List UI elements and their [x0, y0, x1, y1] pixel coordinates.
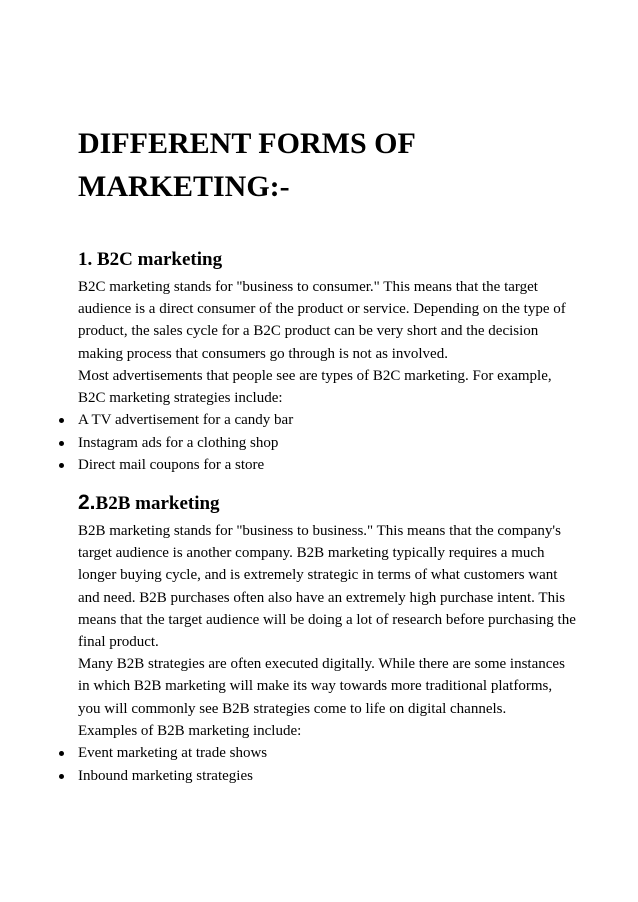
- list-item: [78, 765, 578, 788]
- bullet-icon: [59, 463, 64, 468]
- paragraph: Many B2B strategies are often executed digitally. While there are some instances in which B2B marketing will make its way towards more traditional platforms, you will commonly see B2B strategies come to life on digital channels.: [78, 656, 565, 717]
- section-number: 1.: [78, 249, 93, 270]
- list-item: [78, 742, 578, 765]
- page-title: [78, 122, 578, 208]
- bullet-icon: [59, 418, 64, 423]
- bullet-icon: [59, 441, 64, 446]
- section-heading: [78, 489, 578, 518]
- list-item-text: Inbound marketing strategies: [78, 767, 253, 784]
- bullet-list: [78, 409, 578, 477]
- section-heading: [78, 246, 578, 274]
- list-item: [78, 432, 578, 455]
- list-item: [78, 454, 578, 477]
- list-item-text: Direct mail coupons for a store: [78, 457, 265, 474]
- paragraph: B2B marketing stands for "business to business." This means that the company's target audience is another company. B2B marketing typically requires a much longer buying cycle, and is extremely strategic in terms of what customers want and need. B2B purchases often also have an extremely high purchase intent. This means that the target audience will be doing a lot of research before purchasing the final product.: [78, 523, 576, 651]
- list-item-text: A TV advertisement for a candy bar: [78, 412, 294, 429]
- title-line-2: MARKETING:-: [78, 170, 290, 203]
- section-heading-text: B2C marketing: [92, 249, 223, 270]
- section-b2b: [78, 489, 578, 787]
- paragraph: Examples of B2B marketing include:: [78, 722, 302, 739]
- section-b2c: [78, 246, 578, 477]
- list-item-text: Instagram ads for a clothing shop: [78, 434, 279, 451]
- title-line-1: DIFFERENT FORMS OF: [78, 127, 416, 160]
- section-heading-text: B2B marketing: [95, 493, 220, 514]
- bullet-list: [78, 742, 578, 787]
- bullet-icon: [59, 751, 64, 756]
- paragraph: B2C marketing stands for "business to consumer." This means that the target audience is a direct consumer of the product or service. Depending on the type of product, the sales cycle for a B2C product can be very short and the decision making process that consumers go through is not as involved.: [78, 279, 566, 362]
- list-item-text: Event marketing at trade shows: [78, 745, 268, 762]
- bullet-icon: [59, 774, 64, 779]
- section-number: 2.: [78, 491, 96, 514]
- list-item: [78, 409, 578, 432]
- paragraph: Most advertisements that people see are types of B2C marketing. For example, B2C marketing strategies include:: [78, 367, 552, 407]
